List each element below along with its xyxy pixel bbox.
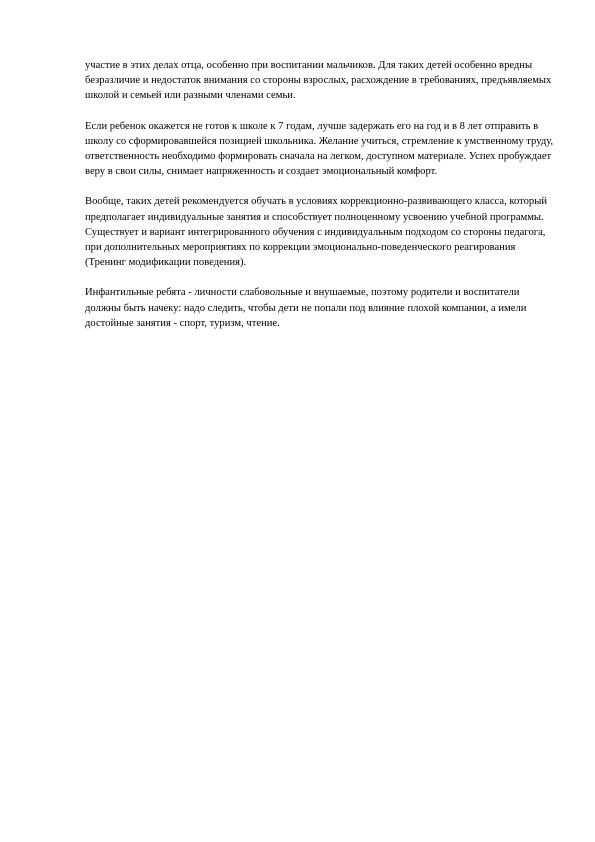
paragraph-3: Вообще, таких детей рекомендуется обучать в условиях коррекционно-развивающего класса, который предполагает индивидуальные занятия и способствует полноценному усвоению учебной программы. Существует и вариант интегрированного обучения с индивидуальным подходом со стороны педагога, при дополнительных мероприятиях по коррекции эмоционально-поведенческого реагирования (Тренинг модификации поведения). <box>85 196 548 269</box>
paragraph-1: участие в этих делах отца, особенно при воспитании мальчиков. Для таких детей особенно вредны безразличие и недостаток внимания со стороны взрослых, расхождение в требованиях, предъявляемых школой и семьей или разными членами семьи. <box>85 60 552 102</box>
paragraph-2: Если ребенок окажется не готов к школе к 7 годам, лучше задержать его на год и в 8 лет отправить в школу со сформировавшейся позицией школьника. Желание учиться, стремление к умственному труду, ответственность необходимо формировать сначала на легком, доступном материале. Успех пробуждает веру в свои силы, снимает напряженность и создает эмоциональный комфорт. <box>85 120 554 178</box>
document-body <box>85 58 555 346</box>
paragraph-4: Инфантильные ребята - личности слабовольные и внушаемые, поэтому родители и воспитатели должны быть начеку: надо следить, чтобы дети не попали под влияние плохой компании, а имели достойные занятия - спорт, туризм, чтение. <box>85 287 527 329</box>
